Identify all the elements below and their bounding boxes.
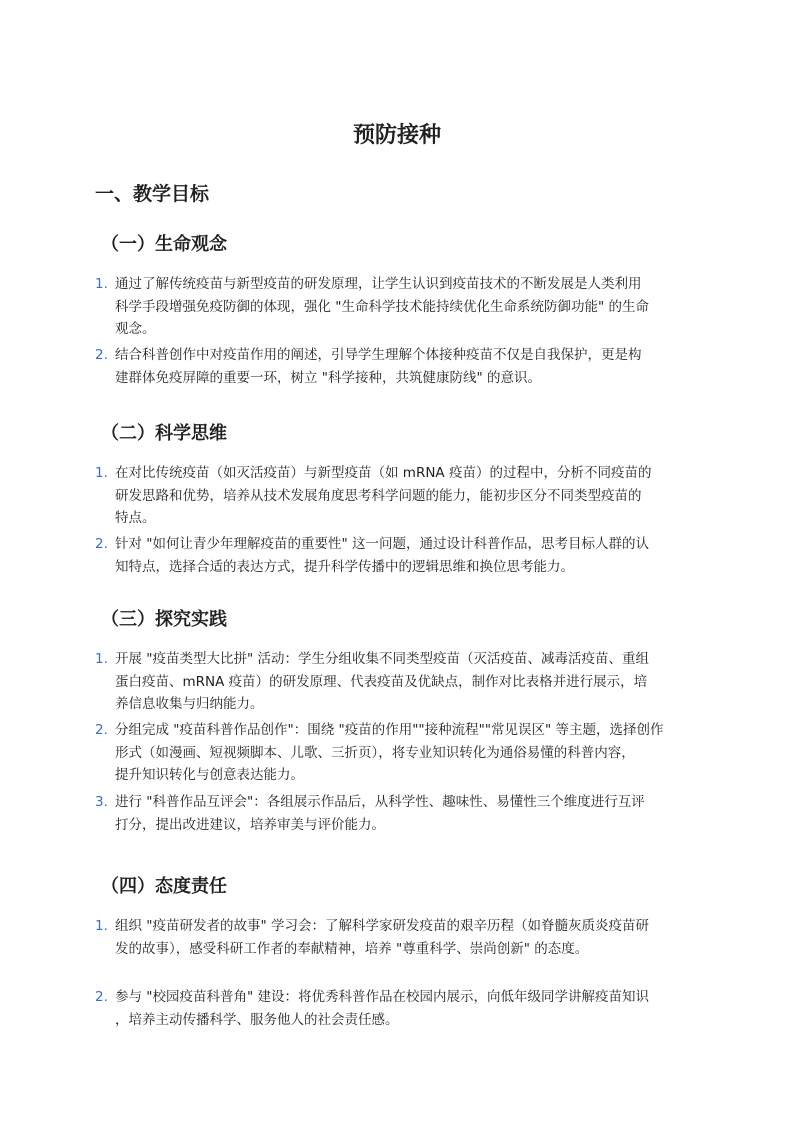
list-item-text-line: 进行 "科普作品互评会"：各组展示作品后，从科学性、趣味性、易懂性三个维度进行互评: [115, 794, 645, 810]
subsection-3: [95, 607, 705, 833]
list-item: [95, 648, 695, 716]
list-item-text-line: ，培养主动传播科学、服务他人的社会责任感。: [115, 1011, 399, 1028]
list-number: 1.: [95, 276, 108, 292]
subsection-title: （一）生命观念: [101, 234, 227, 255]
list-item: [95, 986, 695, 1031]
list-item-text-line: 研发思路和优势，培养从技术发展角度思考科学问题的能力，能初步区分不同类型疫苗的: [115, 487, 642, 504]
list-item: [95, 719, 695, 787]
document-title: 预防接种: [352, 123, 441, 148]
list-item-text-line: 针对 "如何让青少年理解疫苗的重要性" 这一问题，通过设计科普作品，思考目标人群的认: [115, 536, 650, 552]
list-number: 1.: [95, 918, 108, 934]
list-item-text-line: 特点。: [115, 510, 156, 526]
list-item-text-line: 分组完成 "疫苗科普作品创作"：围绕 "疫苗的作用""接种流程""常见误区" 等主题，选择创作: [115, 722, 664, 738]
list-item-text-line: 观念。: [115, 321, 156, 337]
list-number: 2.: [95, 347, 108, 363]
list-item: [95, 915, 695, 960]
list-item-text-line: 组织 "疫苗研发者的故事" 学习会：了解科学家研发疫苗的艰辛历程（如脊髓灰质炎疫苗研: [115, 918, 650, 934]
section-heading: 一、教学目标: [95, 183, 210, 205]
list-item-text-line: 养信息收集与归纳能力。: [115, 696, 264, 712]
subsection-4: [95, 874, 705, 1028]
list-item: [95, 273, 695, 341]
list-item-text-line: 结合科普创作中对疫苗作用的阐述，引导学生理解个体接种疫苗不仅是自我保护，更是构: [115, 347, 642, 363]
list-item: [95, 533, 695, 578]
list-number: 2.: [95, 536, 108, 552]
list-number: 1.: [95, 651, 108, 667]
list-item-text-line: 提升知识转化与创意表达能力。: [115, 767, 304, 783]
list-item-text-line: 形式（如漫画、短视频脚本、儿歌、三折页），将专业知识转化为通俗易懂的科普内容，: [115, 744, 635, 761]
list-item-text-line: 在对比传统疫苗（如灭活疫苗）与新型疫苗（如 mRNA 疫苗）的过程中，分析不同疫苗的: [115, 465, 652, 481]
list-number: 2.: [95, 989, 108, 1005]
list-item-text-line: 通过了解传统疫苗与新型疫苗的研发原理，让学生认识到疫苗技术的不断发展是人类利用: [115, 276, 642, 292]
list-number: 2.: [95, 722, 108, 738]
list-item: [95, 791, 695, 836]
list-item-text-line: 建群体免疫屏障的重要一环，树立 "科学接种，共筑健康防线" 的意识。: [115, 369, 542, 386]
list-item: [95, 462, 695, 530]
subsection-title: （三）探究实践: [101, 609, 227, 630]
subsection-2: [95, 421, 705, 575]
subsection-1: [95, 232, 705, 386]
list-item: [95, 344, 695, 389]
list-item-text-line: 知特点，选择合适的表达方式，提升科学传播中的逻辑思维和换位思考能力。: [115, 558, 574, 575]
list-item-text-line: 打分，提出改进建议，培养审美与评价能力。: [115, 816, 385, 833]
list-item-text-line: 开展 "疫苗类型大比拼" 活动：学生分组收集不同类型疫苗（灭活疫苗、减毒活疫苗、重组: [115, 651, 650, 667]
list-item-text-line: 发的故事），感受科研工作者的奉献精神，培养 "尊重科学、崇尚创新" 的态度。: [115, 940, 589, 957]
list-item-text-line: 蛋白疫苗、mRNA 疫苗）的研发原理、代表疫苗及优缺点，制作对比表格并进行展示，培: [115, 673, 648, 690]
subsection-title: （二）科学思维: [101, 423, 227, 444]
list-item-text-line: 参与 "校园疫苗科普角" 建设：将优秀科普作品在校园内展示，向低年级同学讲解疫苗知识: [115, 989, 650, 1005]
subsection-title: （四）态度责任: [101, 876, 227, 897]
list-item-text-line: 科学手段增强免疫防御的体现，强化 "生命科学技术能持续优化生命系统防御功能" 的生命: [115, 298, 650, 315]
list-number: 3.: [95, 794, 108, 810]
list-number: 1.: [95, 465, 108, 481]
